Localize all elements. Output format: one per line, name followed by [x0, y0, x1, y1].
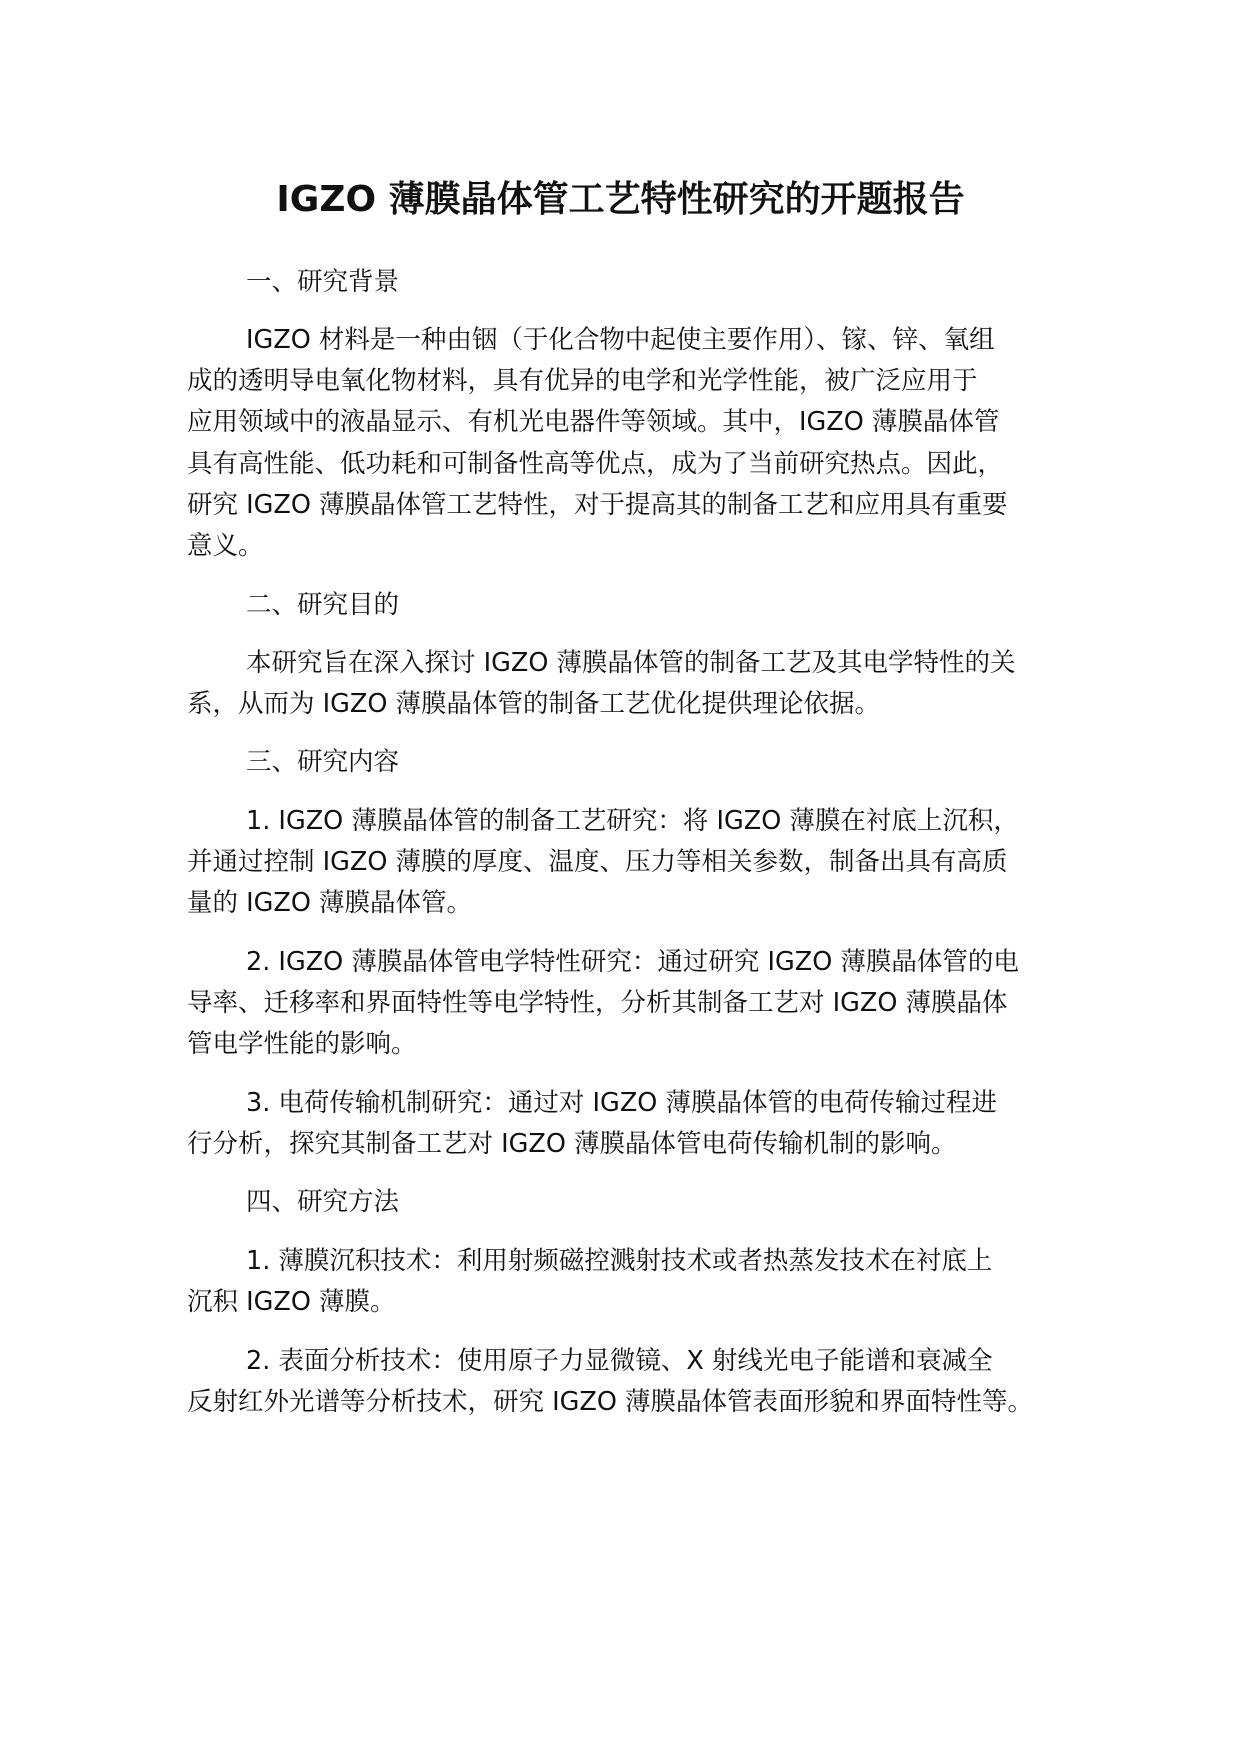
list-item-line: 管电学性能的影响。: [187, 1029, 417, 1059]
section-heading-purpose: 二、研究目的: [246, 590, 400, 620]
list-item-line: 并通过控制 IGZO 薄膜的厚度、温度、压力等相关参数，制备出具有高质: [187, 847, 1008, 877]
list-item-line: 3. 电荷传输机制研究：通过对 IGZO 薄膜晶体管的电荷传输过程进: [246, 1088, 997, 1118]
list-item-line: 导率、迁移率和界面特性等电学特性，分析其制备工艺对 IGZO 薄膜晶体: [187, 988, 1008, 1018]
section-heading-methods: 四、研究方法: [246, 1187, 400, 1217]
list-item-line: 1. IGZO 薄膜晶体管的制备工艺研究：将 IGZO 薄膜在衬底上沉积，: [246, 806, 1019, 836]
paragraph-line: 意义。: [187, 531, 264, 561]
paragraph-line: 研究 IGZO 薄膜晶体管工艺特性，对于提高其的制备工艺和应用具有重要: [187, 490, 1008, 520]
section-heading-background: 一、研究背景: [246, 267, 400, 297]
list-item-line: 2. IGZO 薄膜晶体管电学特性研究：通过研究 IGZO 薄膜晶体管的电: [246, 947, 1019, 977]
paragraph-line: IGZO 材料是一种由铟（于化合物中起使主要作用）、镓、锌、氧组: [246, 325, 995, 355]
section-heading-content: 三、研究内容: [246, 747, 400, 777]
paragraph-line: 具有高性能、低功耗和可制备性高等优点，成为了当前研究热点。因此，: [187, 449, 1004, 479]
paragraph-line: 系，从而为 IGZO 薄膜晶体管的制备工艺优化提供理论依据。: [187, 689, 881, 719]
list-item-line: 行分析，探究其制备工艺对 IGZO 薄膜晶体管电荷传输机制的影响。: [187, 1129, 957, 1159]
paragraph-line: 本研究旨在深入探讨 IGZO 薄膜晶体管的制备工艺及其电学特性的关: [246, 648, 1016, 678]
paragraph-line: 成的透明导电氧化物材料，具有优异的电学和光学性能，被广泛应用于: [187, 366, 978, 396]
list-item-line: 2. 表面分析技术：使用原子力显微镜、X 射线光电子能谱和衰减全: [246, 1346, 993, 1376]
list-item-line: 1. 薄膜沉积技术：利用射频磁控溅射技术或者热蒸发技术在衬底上: [246, 1246, 993, 1276]
list-item-line: 沉积 IGZO 薄膜。: [187, 1287, 396, 1317]
paragraph-line: 应用领域中的液晶显示、有机光电器件等领域。其中，IGZO 薄膜晶体管: [187, 407, 1000, 437]
document-title: IGZO 薄膜晶体管工艺特性研究的开题报告: [276, 179, 965, 220]
list-item-line: 反射红外光谱等分析技术，研究 IGZO 薄膜晶体管表面形貌和界面特性等。: [187, 1387, 1034, 1417]
list-item-line: 量的 IGZO 薄膜晶体管。: [187, 888, 473, 918]
